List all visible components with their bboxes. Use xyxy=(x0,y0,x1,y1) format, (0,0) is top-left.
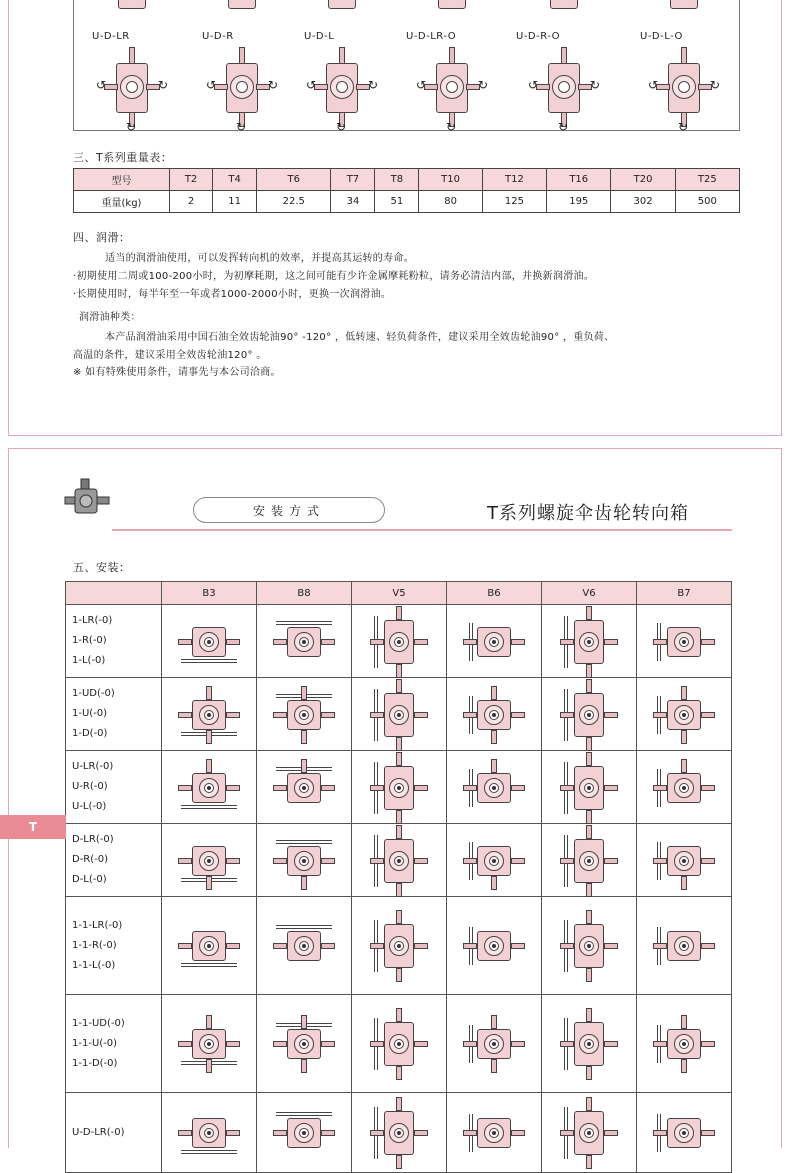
install-diagram-cell xyxy=(447,751,542,824)
install-diagram-cell xyxy=(162,824,257,897)
install-gearbox-icon xyxy=(447,605,542,678)
install-gearbox-icon xyxy=(447,751,542,824)
mounting-label: U-D-LR-O xyxy=(406,31,457,42)
install-gearbox-icon xyxy=(637,897,732,995)
install-diagram-cell xyxy=(447,1093,542,1173)
weight-header-cell: T7 xyxy=(331,169,375,191)
install-row-label xyxy=(66,1093,162,1173)
weight-value-cell: 500 xyxy=(675,191,739,213)
install-code: 1-R(-0) xyxy=(72,635,107,646)
install-diagram-cell xyxy=(447,605,542,678)
weight-value-cell: 22.5 xyxy=(257,191,331,213)
install-diagram-cell xyxy=(352,678,447,751)
install-row xyxy=(66,678,732,751)
install-row-label xyxy=(66,995,162,1093)
weight-header-model: 型号 xyxy=(74,169,170,191)
weight-header-cell: T12 xyxy=(482,169,546,191)
install-column-header: B8 xyxy=(257,582,352,605)
install-diagram-cell xyxy=(162,897,257,995)
install-code: U-LR(-0) xyxy=(72,761,114,772)
install-diagram-cell xyxy=(542,605,637,678)
install-gearbox-icon xyxy=(637,824,732,897)
install-gearbox-icon xyxy=(447,824,542,897)
oil-type-line: 本产品润滑油采用中国石油全效齿轮油90° -120° ，低转速、轻负荷条件，建议采用全效齿轮油90° ，重负荷、 xyxy=(105,332,615,343)
weight-value-cell: 125 xyxy=(482,191,546,213)
install-diagram-cell xyxy=(162,1093,257,1173)
install-gearbox-icon xyxy=(352,897,447,995)
install-diagram-cell xyxy=(447,995,542,1093)
install-gearbox-icon xyxy=(257,605,352,678)
install-gearbox-icon xyxy=(447,1093,542,1173)
install-code: 1-1-UD(-0) xyxy=(72,1017,125,1029)
weight-table-row xyxy=(74,191,740,213)
install-diagram-cell xyxy=(637,824,732,897)
install-gearbox-icon xyxy=(542,605,637,678)
mounting-label: U-D-LR xyxy=(92,31,130,42)
install-diagram-cell xyxy=(447,897,542,995)
upper-card xyxy=(8,0,782,436)
mounting-gearbox-icon: ↺ ↻ ↻ xyxy=(212,49,272,129)
oil-type-title: 润滑油种类： xyxy=(79,312,141,323)
install-row-label xyxy=(66,605,162,678)
install-code: U-R(-0) xyxy=(72,781,108,792)
install-gearbox-icon xyxy=(637,605,732,678)
install-row-label xyxy=(66,897,162,995)
lower-card xyxy=(8,448,782,1148)
mounting-gearbox-icon: ↺ ↻ ↻ xyxy=(422,49,482,129)
install-code: U-D-LR(-0) xyxy=(72,1126,125,1138)
install-diagram-cell xyxy=(162,605,257,678)
install-gearbox-icon xyxy=(637,1093,732,1173)
install-diagram-cell xyxy=(257,897,352,995)
install-diagram-cell xyxy=(542,824,637,897)
install-gearbox-icon xyxy=(257,995,352,1093)
install-gearbox-icon xyxy=(257,1093,352,1173)
install-code: 1-LR(-0) xyxy=(72,615,113,626)
lubrication-line: 适当的润滑油使用，可以发挥转向机的效率，并提高其运转的寿命。 xyxy=(105,253,414,264)
mounting-gearbox-icon: ↺ ↻ ↻ xyxy=(654,49,714,129)
series-title: T系列螺旋伞齿轮转向箱 xyxy=(487,503,689,524)
install-gearbox-icon xyxy=(162,995,257,1093)
weight-header-cell: T16 xyxy=(547,169,611,191)
weight-value-cell: 2 xyxy=(170,191,213,213)
install-section-title: 五、安装： xyxy=(73,561,131,574)
install-row xyxy=(66,605,732,678)
install-row-label xyxy=(66,824,162,897)
lubrication-section-title: 四、润滑： xyxy=(73,231,131,244)
install-gearbox-icon xyxy=(637,678,732,751)
install-gearbox-icon xyxy=(352,751,447,824)
install-diagram-cell xyxy=(637,678,732,751)
install-gearbox-icon xyxy=(542,995,637,1093)
install-gearbox-icon xyxy=(162,678,257,751)
install-gearbox-icon xyxy=(542,897,637,995)
mounting-label: U-D-L xyxy=(304,31,335,42)
install-gearbox-icon xyxy=(162,751,257,824)
install-gearbox-icon xyxy=(257,897,352,995)
install-gearbox-icon xyxy=(352,824,447,897)
install-column-header: B3 xyxy=(162,582,257,605)
install-diagram-cell xyxy=(637,751,732,824)
install-diagram-cell xyxy=(257,1093,352,1173)
oil-type-note: ※ 如有特殊使用条件，请事先与本公司洽商。 xyxy=(73,367,281,378)
weight-row-label: 重量(kg) xyxy=(74,191,170,213)
install-gearbox-icon xyxy=(447,678,542,751)
install-diagram-cell xyxy=(542,1093,637,1173)
install-diagram-cell xyxy=(257,605,352,678)
install-gearbox-icon xyxy=(352,678,447,751)
install-row xyxy=(66,751,732,824)
install-column-header: V5 xyxy=(352,582,447,605)
install-diagram-cell xyxy=(257,824,352,897)
install-gearbox-icon xyxy=(352,995,447,1093)
install-gearbox-icon xyxy=(542,824,637,897)
weight-header-cell: T10 xyxy=(419,169,482,191)
install-code: 1-U(-0) xyxy=(72,708,108,719)
weight-value-cell: 195 xyxy=(547,191,611,213)
install-diagram-cell xyxy=(542,897,637,995)
install-diagram-cell xyxy=(637,897,732,995)
install-diagram-cell xyxy=(257,751,352,824)
install-code: D-L(-0) xyxy=(72,874,107,885)
install-code: D-R(-0) xyxy=(72,854,109,865)
weight-header-cell: T25 xyxy=(675,169,739,191)
install-row xyxy=(66,897,732,995)
install-code: 1-L(-0) xyxy=(72,655,106,666)
install-diagram-cell xyxy=(637,605,732,678)
install-column-header: B6 xyxy=(447,582,542,605)
gearbox-logo-icon xyxy=(65,475,113,521)
weight-header-cell: T8 xyxy=(375,169,419,191)
install-code: 1-D(-0) xyxy=(72,728,108,739)
gearbox-partial-icon xyxy=(546,0,582,15)
install-gearbox-icon xyxy=(542,678,637,751)
install-gearbox-icon xyxy=(447,995,542,1093)
install-gearbox-icon xyxy=(257,678,352,751)
install-code: 1-1-U(-0) xyxy=(72,1037,118,1049)
mounting-gearbox-icon: ↺ ↻ ↻ xyxy=(534,49,594,129)
mounting-gearbox-icon: ↺ ↻ ↻ xyxy=(102,49,162,129)
install-row xyxy=(66,824,732,897)
weight-value-cell: 51 xyxy=(375,191,419,213)
install-row xyxy=(66,995,732,1093)
install-row-label xyxy=(66,678,162,751)
install-diagram-cell xyxy=(352,605,447,678)
install-gearbox-icon xyxy=(447,897,542,995)
mounting-gearbox-icon: ↺ ↻ ↻ xyxy=(312,49,372,129)
install-column-header: B7 xyxy=(637,582,732,605)
install-gearbox-icon xyxy=(637,995,732,1093)
install-diagram-cell xyxy=(257,678,352,751)
gearbox-partial-icon xyxy=(114,0,150,15)
install-code: D-LR(-0) xyxy=(72,834,114,845)
mounting-label: U-D-R-O xyxy=(516,31,561,42)
install-column-header: V6 xyxy=(542,582,637,605)
install-header-blank xyxy=(66,582,162,605)
weight-section-title: 三、T系列重量表： xyxy=(73,151,173,164)
weight-header-cell: T2 xyxy=(170,169,213,191)
install-gearbox-icon xyxy=(162,824,257,897)
install-diagram-cell xyxy=(637,995,732,1093)
gearbox-partial-icon xyxy=(224,0,260,15)
install-gearbox-icon xyxy=(637,751,732,824)
weight-header-cell: T6 xyxy=(257,169,331,191)
install-code: 1-1-L(-0) xyxy=(72,959,116,971)
install-diagram-cell xyxy=(352,897,447,995)
install-diagram-cell xyxy=(352,1093,447,1173)
install-diagram-cell xyxy=(162,751,257,824)
install-diagram-cell xyxy=(352,824,447,897)
install-gearbox-icon xyxy=(162,1093,257,1173)
install-diagram-cell xyxy=(162,995,257,1093)
weight-value-cell: 11 xyxy=(213,191,257,213)
install-gearbox-icon xyxy=(162,897,257,995)
title-divider xyxy=(112,529,732,531)
install-diagram-cell xyxy=(447,678,542,751)
gearbox-partial-icon xyxy=(324,0,360,15)
mounting-label: U-D-L-O xyxy=(640,31,683,42)
install-diagram-cell xyxy=(447,824,542,897)
install-diagram-cell xyxy=(257,995,352,1093)
install-row-label xyxy=(66,751,162,824)
mounting-diagram-box xyxy=(73,0,740,134)
install-diagram-cell xyxy=(542,678,637,751)
install-code: 1-UD(-0) xyxy=(72,688,115,699)
weight-header-cell: T20 xyxy=(611,169,675,191)
install-table xyxy=(65,581,732,1173)
gearbox-partial-icon xyxy=(434,0,470,15)
weight-table-header-row xyxy=(74,169,740,191)
install-code: 1-1-R(-0) xyxy=(72,939,117,951)
install-gearbox-icon xyxy=(352,605,447,678)
install-gearbox-icon xyxy=(542,1093,637,1173)
weight-value-cell: 302 xyxy=(611,191,675,213)
install-gearbox-icon xyxy=(257,751,352,824)
install-diagram-cell xyxy=(162,678,257,751)
mounting-label: U-D-R xyxy=(202,31,234,42)
install-diagram-cell xyxy=(542,751,637,824)
lubrication-line: ·初期使用二周或100-200小时，为初摩耗期，这之间可能有少许金属摩耗粉粒，请务必清洁内部，并换新润滑油。 xyxy=(73,271,595,282)
install-table-header-row xyxy=(66,582,732,605)
install-diagram-cell xyxy=(542,995,637,1093)
oil-type-line: 高温的条件，建议采用全效齿轮油120° 。 xyxy=(73,350,267,361)
install-gearbox-icon xyxy=(352,1093,447,1173)
install-gearbox-icon xyxy=(257,824,352,897)
side-section-tab[interactable]: T xyxy=(0,815,66,839)
install-diagram-cell xyxy=(352,995,447,1093)
install-gearbox-icon xyxy=(162,605,257,678)
install-gearbox-icon xyxy=(542,751,637,824)
install-code: U-L(-0) xyxy=(72,801,107,812)
weight-header-cell: T4 xyxy=(213,169,257,191)
install-code: 1-1-D(-0) xyxy=(72,1057,118,1069)
gearbox-partial-icon xyxy=(666,0,702,15)
install-diagram-cell xyxy=(637,1093,732,1173)
lubrication-line: ·长期使用时，每半年至一年或者1000-2000小时，更换一次润滑油。 xyxy=(73,289,392,300)
install-row xyxy=(66,1093,732,1173)
install-diagram-cell xyxy=(352,751,447,824)
install-method-pill: 安装方式 xyxy=(193,497,385,523)
weight-value-cell: 80 xyxy=(419,191,482,213)
install-code: 1-1-LR(-0) xyxy=(72,919,123,931)
weight-value-cell: 34 xyxy=(331,191,375,213)
weight-table xyxy=(73,168,740,213)
